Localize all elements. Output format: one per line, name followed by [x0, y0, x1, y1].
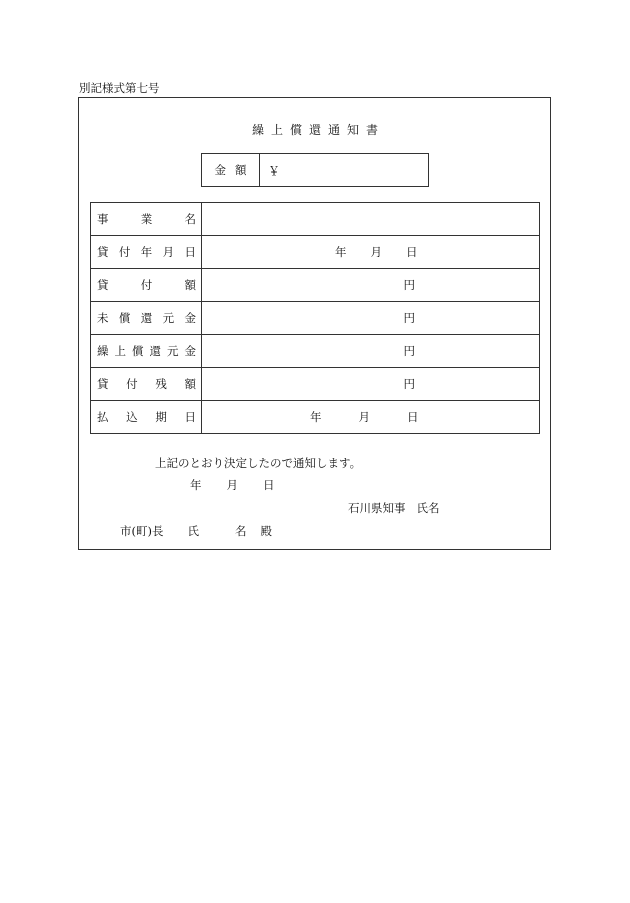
table-row [91, 401, 540, 434]
table-row [91, 236, 540, 269]
date-units [335, 236, 418, 268]
row-label-char: 償 [132, 344, 144, 358]
row-label-char: 払 [97, 410, 109, 424]
date-year-unit: 年 [310, 410, 322, 424]
row-label [91, 401, 202, 434]
document-title: 繰上償還通知書 [251, 123, 385, 137]
date-day-unit: 日 [406, 245, 418, 259]
date-year-unit: 年 [335, 245, 347, 259]
issuer [348, 500, 440, 516]
row-label-char: 還 [140, 311, 153, 325]
issuer-name: 氏名 [416, 501, 440, 515]
row-label-char: 金 [184, 311, 196, 325]
row-label-char: 事 [97, 212, 109, 226]
row-label-char: 付 [118, 245, 131, 259]
row-value-cell[interactable] [202, 335, 540, 368]
row-label-char: 貸 [97, 245, 109, 259]
row-label-char: 月 [162, 245, 175, 259]
row-label-char: 名 [184, 212, 196, 226]
issuer-title: 石川県知事 [348, 501, 406, 515]
row-label-text [97, 211, 196, 227]
row-value-cell[interactable] [202, 401, 540, 434]
row-label [91, 236, 202, 269]
notice-date [190, 477, 275, 493]
date-month-unit: 月 [370, 245, 382, 259]
row-label-char: 業 [140, 212, 153, 226]
row-label-char: 日 [184, 410, 196, 424]
row-label-char: 繰 [97, 344, 109, 358]
row-label-char: 年 [140, 245, 153, 259]
row-label-char: 額 [184, 377, 196, 391]
table-row [91, 335, 540, 368]
addressee-honorific-2: 名 [234, 524, 247, 538]
row-label-text [97, 343, 196, 359]
addressee-honorific-1: 氏 [187, 524, 199, 538]
yen-unit: 円 [403, 278, 415, 292]
row-label-char: 上 [114, 344, 126, 358]
row-label-text [97, 310, 196, 326]
row-label-char: 込 [126, 410, 138, 424]
row-label-char: 貸 [97, 377, 109, 391]
row-label-char: 額 [184, 278, 196, 292]
addressee [120, 523, 272, 539]
notice-date-month: 月 [226, 478, 238, 492]
amount-value[interactable]: ￥ [268, 163, 281, 178]
row-value-cell[interactable] [202, 236, 540, 269]
row-label-char: 日 [184, 245, 196, 259]
row-value-cell[interactable] [202, 269, 540, 302]
row-label-char: 金 [184, 344, 196, 358]
row-label-char: 償 [118, 311, 131, 325]
row-value-cell[interactable] [202, 302, 540, 335]
notice-date-year: 年 [190, 478, 202, 492]
notice-date-day: 日 [263, 478, 275, 492]
row-label-text [97, 244, 196, 260]
row-label-char: 元 [162, 311, 175, 325]
row-label-char: 貸 [97, 278, 109, 292]
row-label-char: 元 [167, 344, 179, 358]
row-label-char: 未 [97, 311, 109, 325]
date-month-unit: 月 [358, 410, 370, 424]
row-label-text [97, 277, 196, 293]
table-row [91, 302, 540, 335]
yen-unit: 円 [403, 344, 415, 358]
row-label-char: 付 [126, 377, 138, 391]
row-label [91, 368, 202, 401]
amount-box [201, 153, 429, 187]
date-units [310, 401, 419, 433]
row-label-char: 残 [155, 377, 167, 391]
form-number-label: 別記様式第七号 [79, 81, 160, 95]
row-label-char: 期 [155, 410, 167, 424]
table-row [91, 203, 540, 236]
addressee-title: 市(町)長 [120, 524, 164, 538]
table-row [91, 269, 540, 302]
detail-table [90, 202, 540, 434]
row-label-char: 付 [140, 278, 153, 292]
row-label [91, 203, 202, 236]
row-value-cell[interactable] [202, 368, 540, 401]
row-label-text [97, 409, 196, 425]
date-day-unit: 日 [407, 410, 419, 424]
addressee-closing: 殿 [260, 524, 272, 538]
row-label-char: 還 [149, 344, 161, 358]
table-row [91, 368, 540, 401]
yen-unit: 円 [403, 311, 415, 325]
row-label [91, 269, 202, 302]
amount-label: 金額 [202, 154, 260, 186]
yen-unit: 円 [403, 377, 415, 391]
row-label [91, 335, 202, 368]
row-value-cell[interactable] [202, 203, 540, 236]
row-label [91, 302, 202, 335]
notice-text: 上記のとおり決定したので通知します。 [155, 456, 362, 470]
row-label-text [97, 376, 196, 392]
